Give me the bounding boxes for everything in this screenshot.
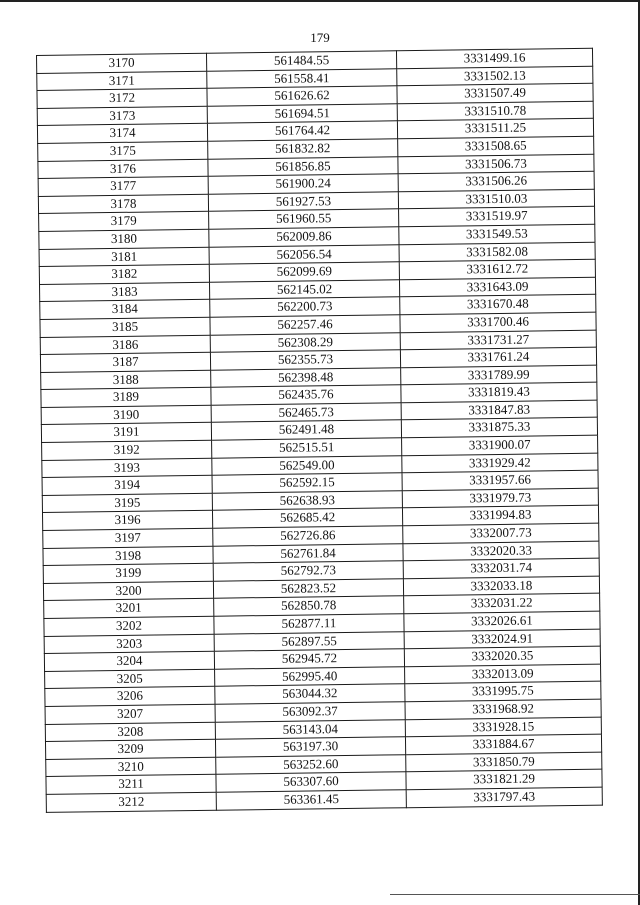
x-coordinate-cell: 563143.04 [215,719,405,739]
x-coordinate-cell: 561832.82 [208,139,398,159]
point-number-cell: 3212 [46,792,216,812]
x-coordinate-cell: 563197.30 [215,737,405,757]
x-coordinate-cell: 562549.00 [212,455,402,475]
y-coordinate-cell: 3331499.16 [396,48,592,68]
point-number-cell: 3206 [45,687,215,707]
x-coordinate-cell: 562761.84 [213,543,403,563]
x-coordinate-cell: 562435.76 [211,385,401,405]
point-number-cell: 3192 [42,440,212,460]
x-coordinate-cell: 563092.37 [215,702,405,722]
x-coordinate-cell: 563044.32 [215,684,405,704]
coordinate-table-body [37,48,603,812]
page-border-top [0,0,640,2]
point-number-cell: 3195 [42,493,212,513]
x-coordinate-cell: 562638.93 [212,491,402,511]
point-number-cell: 3171 [37,71,207,91]
x-coordinate-cell: 562945.72 [214,649,404,669]
point-number-cell: 3179 [39,212,209,232]
point-number-cell: 3172 [37,88,207,108]
point-number-cell: 3207 [45,704,215,724]
point-number-cell: 3190 [41,405,211,425]
x-coordinate-cell: 561960.55 [209,209,399,229]
y-coordinate-cell: 3331819.43 [401,382,597,402]
x-coordinate-cell: 561764.42 [207,121,397,141]
point-number-cell: 3182 [39,264,209,284]
y-coordinate-cell: 3331884.67 [405,734,601,754]
y-coordinate-cell: 3331968.92 [405,699,601,719]
y-coordinate-cell: 3332020.35 [404,646,600,666]
x-coordinate-cell: 562792.73 [213,561,403,581]
point-number-cell: 3194 [42,475,212,495]
x-coordinate-cell: 562099.69 [209,262,399,282]
y-coordinate-cell: 3331643.09 [399,277,595,297]
y-coordinate-cell: 3331511.25 [397,119,593,139]
y-coordinate-cell: 3331519.97 [399,207,595,227]
x-coordinate-cell: 563307.60 [216,772,406,792]
y-coordinate-cell: 3331700.46 [400,312,596,332]
x-coordinate-cell: 562592.15 [212,473,402,493]
point-number-cell: 3189 [41,388,211,408]
x-coordinate-cell: 561558.41 [207,68,397,88]
point-number-cell: 3203 [44,634,214,654]
point-number-cell: 3177 [38,176,208,196]
x-coordinate-cell: 563361.45 [216,790,406,810]
point-number-cell: 3199 [43,563,213,583]
y-coordinate-cell: 3331995.75 [405,682,601,702]
x-coordinate-cell: 562145.02 [209,279,399,299]
x-coordinate-cell: 561900.24 [208,174,398,194]
point-number-cell: 3173 [37,106,207,126]
y-coordinate-cell: 3331502.13 [397,66,593,86]
y-coordinate-cell: 3331821.29 [406,769,602,789]
y-coordinate-cell: 3331670.48 [400,295,596,315]
point-number-cell: 3184 [40,300,210,320]
point-number-cell: 3208 [45,722,215,742]
point-number-cell: 3170 [37,53,207,73]
point-number-cell: 3201 [44,599,214,619]
y-coordinate-cell: 3332031.22 [404,594,600,614]
coordinate-table [36,48,603,813]
y-coordinate-cell: 3331510.03 [398,189,594,209]
x-coordinate-cell: 562465.73 [211,403,401,423]
x-coordinate-cell: 563252.60 [216,754,406,774]
point-number-cell: 3211 [46,775,216,795]
y-coordinate-cell: 3331582.08 [399,242,595,262]
point-number-cell: 3183 [40,282,210,302]
y-coordinate-cell: 3332013.09 [405,664,601,684]
y-coordinate-cell: 3331900.07 [402,435,598,455]
x-coordinate-cell: 562726.86 [213,526,403,546]
y-coordinate-cell: 3331875.33 [401,418,597,438]
y-coordinate-cell: 3331979.73 [402,488,598,508]
x-coordinate-cell: 562056.54 [209,244,399,264]
page-number: 179 [310,30,330,45]
point-number-cell: 3188 [41,370,211,390]
point-number-cell: 3202 [44,616,214,636]
y-coordinate-cell: 3331507.49 [397,83,593,103]
point-number-cell: 3200 [43,581,213,601]
point-number-cell: 3198 [43,546,213,566]
coordinate-table-container [36,48,602,813]
point-number-cell: 3187 [40,352,210,372]
y-coordinate-cell: 3332007.73 [403,523,599,543]
point-number-cell: 3180 [39,229,209,249]
x-coordinate-cell: 562877.11 [214,614,404,634]
x-coordinate-cell: 561694.51 [207,104,397,124]
x-coordinate-cell: 562995.40 [215,667,405,687]
point-number-cell: 3205 [45,669,215,689]
y-coordinate-cell: 3331731.27 [400,330,596,350]
point-number-cell: 3196 [42,511,212,531]
x-coordinate-cell: 562009.86 [209,227,399,247]
y-coordinate-cell: 3332020.33 [403,541,599,561]
point-number-cell: 3204 [44,651,214,671]
y-coordinate-cell: 3331506.73 [398,154,594,174]
point-number-cell: 3174 [37,124,207,144]
x-coordinate-cell: 562850.78 [214,596,404,616]
y-coordinate-cell: 3331994.83 [402,506,598,526]
y-coordinate-cell: 3331549.53 [399,224,595,244]
x-coordinate-cell: 562685.42 [212,508,402,528]
x-coordinate-cell: 562398.48 [211,367,401,387]
x-coordinate-cell: 562355.73 [210,350,400,370]
point-number-cell: 3175 [38,141,208,161]
y-coordinate-cell: 3331612.72 [399,259,595,279]
y-coordinate-cell: 3331508.65 [398,136,594,156]
y-coordinate-cell: 3331797.43 [406,787,602,807]
x-coordinate-cell: 562257.46 [210,315,400,335]
point-number-cell: 3209 [45,739,215,759]
point-number-cell: 3193 [42,458,212,478]
footer-rule [390,894,640,895]
point-number-cell: 3178 [38,194,208,214]
point-number-cell: 3210 [46,757,216,777]
y-coordinate-cell: 3331761.24 [400,347,596,367]
y-coordinate-cell: 3331850.79 [406,752,602,772]
y-coordinate-cell: 3331506.26 [398,171,594,191]
y-coordinate-cell: 3331928.15 [405,717,601,737]
y-coordinate-cell: 3332024.91 [404,629,600,649]
point-number-cell: 3181 [39,247,209,267]
y-coordinate-cell: 3331789.99 [401,365,597,385]
point-number-cell: 3176 [38,159,208,179]
x-coordinate-cell: 561856.85 [208,156,398,176]
y-coordinate-cell: 3331957.66 [402,470,598,490]
x-coordinate-cell: 561626.62 [207,86,397,106]
x-coordinate-cell: 562491.48 [211,420,401,440]
x-coordinate-cell: 561927.53 [208,192,398,212]
y-coordinate-cell: 3332031.74 [403,558,599,578]
y-coordinate-cell: 3331929.42 [402,453,598,473]
x-coordinate-cell: 562200.73 [210,297,400,317]
y-coordinate-cell: 3332033.18 [403,576,599,596]
x-coordinate-cell: 562515.51 [212,438,402,458]
point-number-cell: 3197 [43,528,213,548]
x-coordinate-cell: 562308.29 [210,332,400,352]
x-coordinate-cell: 562897.55 [214,631,404,651]
y-coordinate-cell: 3331847.83 [401,400,597,420]
y-coordinate-cell: 3332026.61 [404,611,600,631]
point-number-cell: 3186 [40,335,210,355]
point-number-cell: 3191 [41,423,211,443]
x-coordinate-cell: 561484.55 [206,51,396,71]
y-coordinate-cell: 3331510.78 [397,101,593,121]
x-coordinate-cell: 562823.52 [213,579,403,599]
point-number-cell: 3185 [40,317,210,337]
